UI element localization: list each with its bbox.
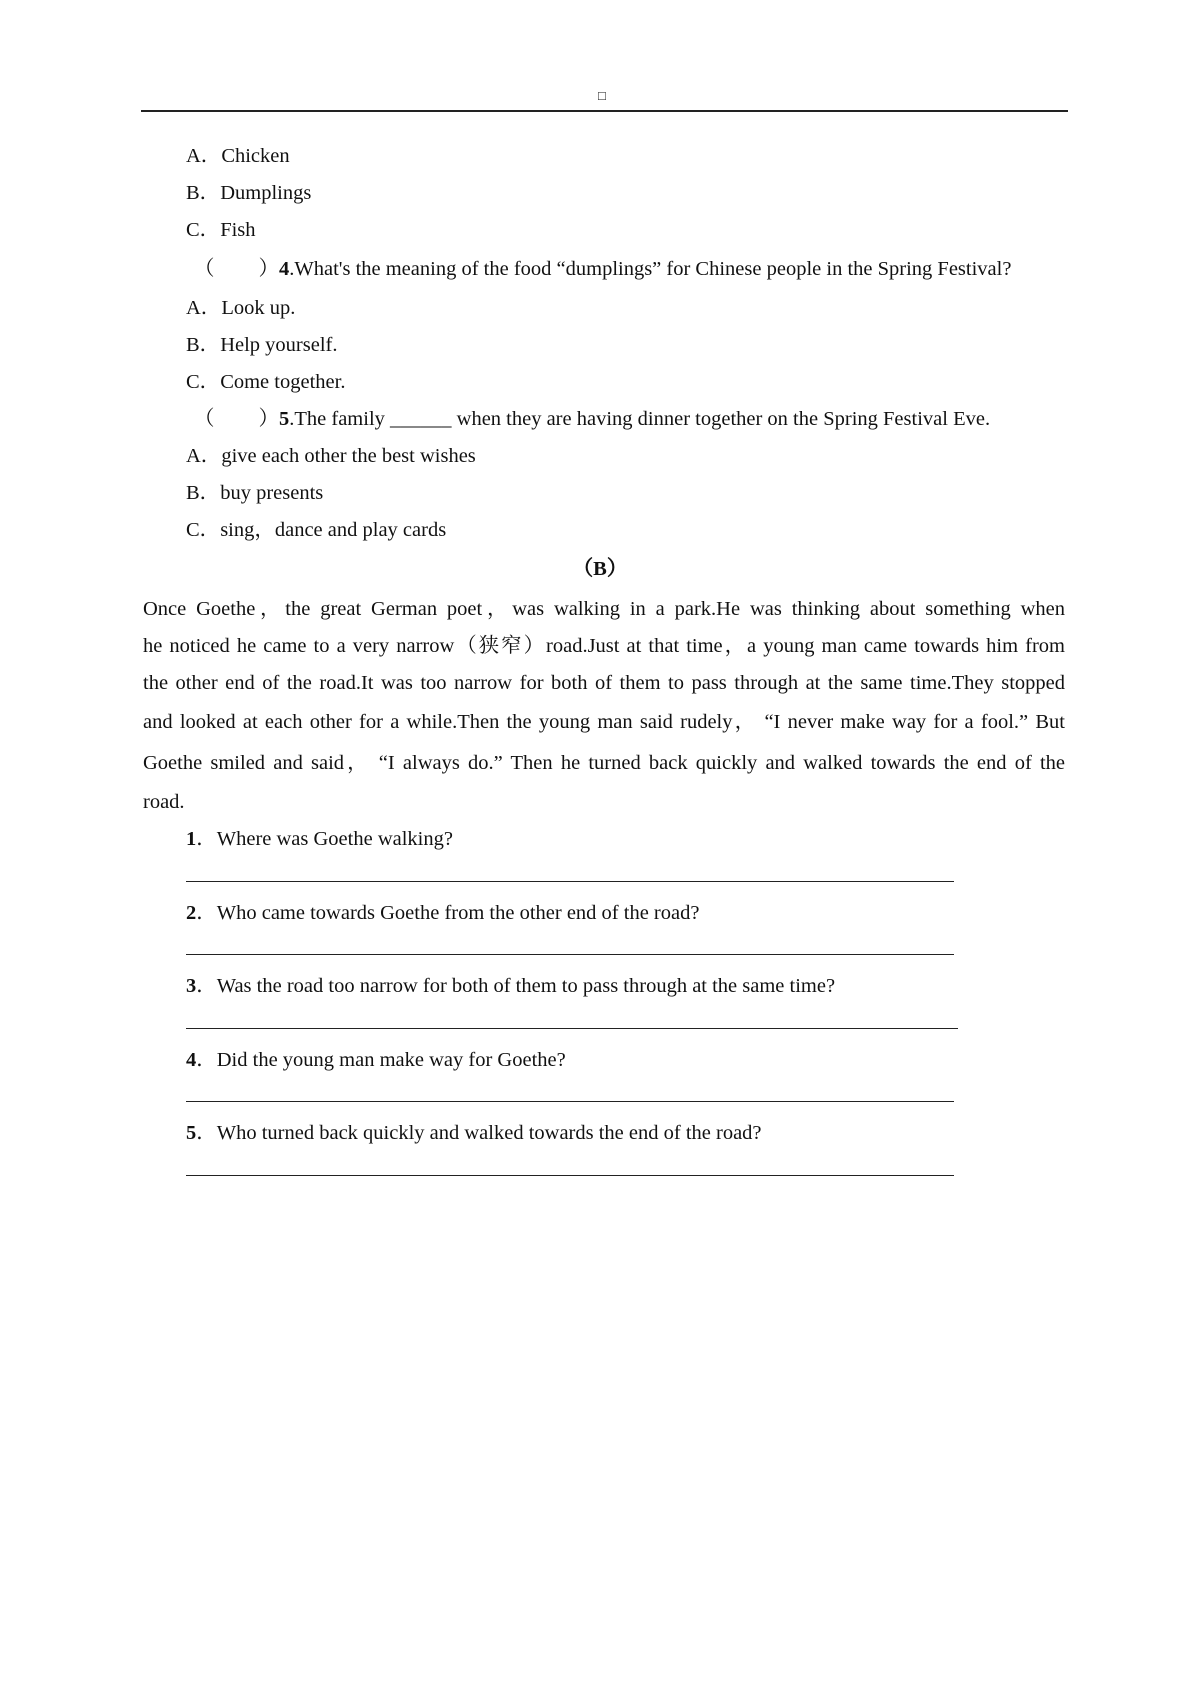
option-letter: A． xyxy=(186,445,222,467)
option-letter: C． xyxy=(186,219,221,241)
question-sep: ． xyxy=(196,902,217,924)
option-letter: B． xyxy=(186,482,221,504)
question-number: 5 xyxy=(279,408,290,430)
answer-paren-close: ） xyxy=(258,258,279,280)
passage-line: he noticed he came to a very narrow（狭窄）road.Just at that time，a young man came towards him from xyxy=(143,635,1065,657)
question-number: 3 xyxy=(186,975,197,997)
answer-line[interactable] xyxy=(186,1175,954,1176)
option-text: Chicken xyxy=(221,145,290,167)
header-mark: □ xyxy=(598,88,606,103)
answer-line[interactable] xyxy=(186,1028,958,1029)
passage-line: Once Goethe，the great German poet，was walking in a park.He was thinking about something when xyxy=(143,598,1065,620)
answer-paren-open: （ xyxy=(194,408,215,430)
passage-line: road. xyxy=(143,791,185,813)
q5-option-b xyxy=(186,481,323,505)
question-sep: ． xyxy=(196,828,217,850)
option-text: Look up. xyxy=(221,297,296,319)
option-text: Come together. xyxy=(220,371,346,393)
passage-line: Goethe smiled and said， “I always do.” Then he turned back quickly and walked towards the end of the xyxy=(143,752,1065,774)
q4-option-a xyxy=(186,296,295,320)
option-text: buy presents xyxy=(220,482,324,504)
option-letter: A． xyxy=(186,145,222,167)
q3-option-c xyxy=(186,218,256,242)
q5-option-a xyxy=(186,444,476,468)
question-text: Who came towards Goethe from the other end of the road? xyxy=(216,902,700,924)
question-text: Was the road too narrow for both of them to pass through at the same time? xyxy=(216,975,836,997)
q3-option-a xyxy=(186,144,290,168)
q4-option-b xyxy=(186,333,337,357)
option-text: sing，dance and play cards xyxy=(220,519,447,541)
question-text: .What's the meaning of the food “dumplings” for Chinese people in the Spring Festival? xyxy=(289,258,1012,280)
comprehension-question-4 xyxy=(186,1048,566,1072)
passage-line: and looked at each other for a while.Then the young man said rudely， “I never make way for a fool.” But xyxy=(143,711,1065,733)
question-5 xyxy=(194,407,990,431)
header-rule xyxy=(141,110,1068,112)
comprehension-question-1 xyxy=(186,827,453,851)
option-text: Help yourself. xyxy=(220,334,338,356)
question-text: Who turned back quickly and walked towards the end of the road? xyxy=(216,1122,762,1144)
answer-line[interactable] xyxy=(186,954,954,955)
comprehension-question-2 xyxy=(186,901,699,925)
comprehension-question-5 xyxy=(186,1121,762,1145)
question-number: 1 xyxy=(186,828,197,850)
option-letter: B． xyxy=(186,334,221,356)
question-number: 2 xyxy=(186,902,197,924)
question-sep: ． xyxy=(196,1049,217,1071)
answer-line[interactable] xyxy=(186,881,954,882)
q5-option-c xyxy=(186,518,446,542)
question-text: .The family ______ when they are having dinner together on the Spring Festival Eve. xyxy=(289,408,991,430)
question-sep: ． xyxy=(196,975,217,997)
answer-paren-open: （ xyxy=(194,258,215,280)
option-letter: A． xyxy=(186,297,222,319)
question-number: 4 xyxy=(186,1049,197,1071)
question-text: Where was Goethe walking? xyxy=(216,828,453,850)
q3-option-b xyxy=(186,181,311,205)
option-text: give each other the best wishes xyxy=(221,445,476,467)
option-letter: B． xyxy=(186,182,221,204)
option-text: Fish xyxy=(220,219,256,241)
option-letter: C． xyxy=(186,519,221,541)
question-number: 4 xyxy=(279,258,290,280)
comprehension-question-3 xyxy=(186,974,835,998)
option-letter: C． xyxy=(186,371,221,393)
q4-option-c xyxy=(186,370,345,394)
question-sep: ． xyxy=(196,1122,217,1144)
answer-paren-close: ） xyxy=(258,408,279,430)
passage-line: the other end of the road.It was too narrow for both of them to pass through at the same time.They stopped xyxy=(143,672,1065,694)
answer-line[interactable] xyxy=(186,1101,954,1102)
section-title: （B） xyxy=(572,558,628,580)
question-4 xyxy=(194,257,1011,281)
option-text: Dumplings xyxy=(220,182,312,204)
question-number: 5 xyxy=(186,1122,197,1144)
question-text: Did the young man make way for Goethe? xyxy=(216,1049,566,1071)
